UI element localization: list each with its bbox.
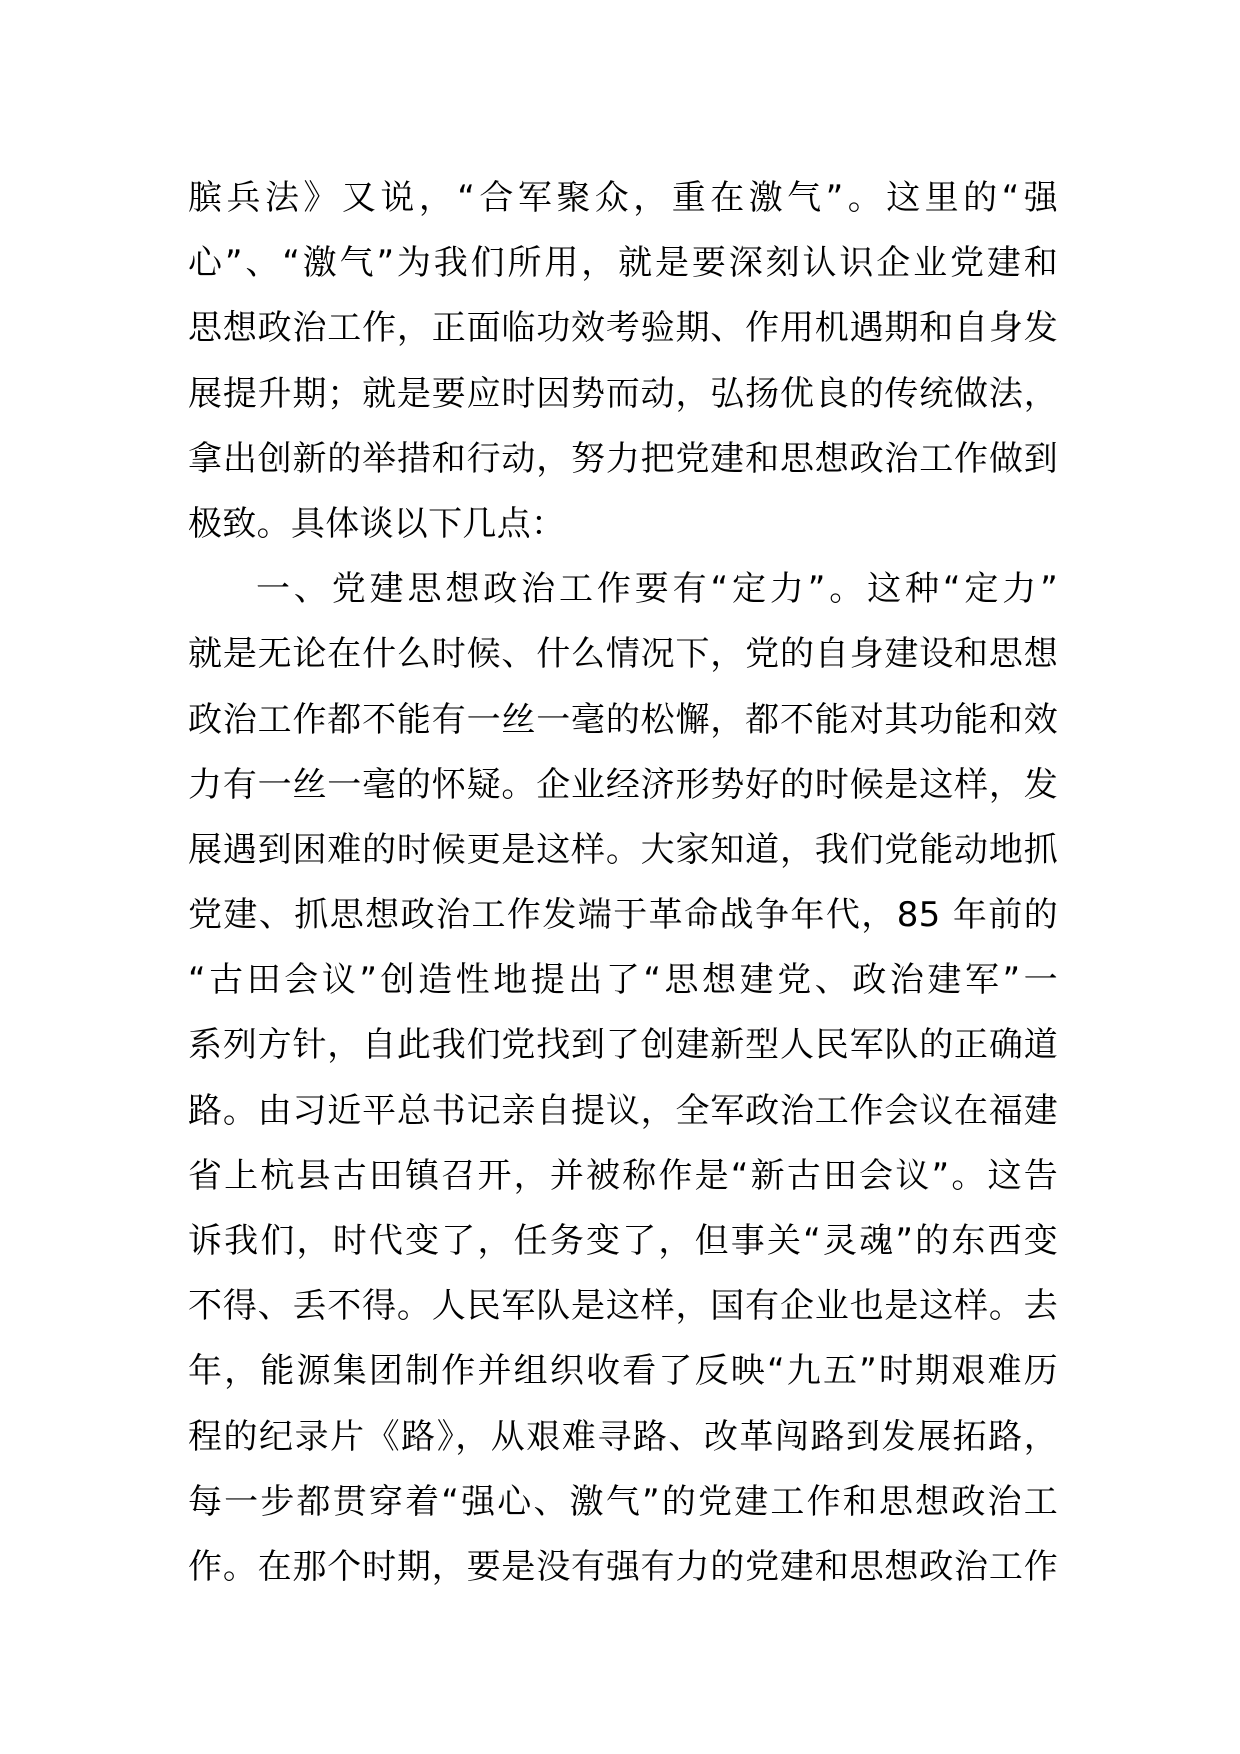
text-line: 心”、“激气”为我们所用，就是要深刻认识企业党建和 [188, 243, 1058, 284]
paragraph-heading-line: 一、党建思想政治工作要有“定力”。这种“定力” [256, 569, 1058, 610]
text-line: 路。由习近平总书记亲自提议，全军政治工作会议在福建 [188, 1090, 1058, 1131]
text-line: 系列方针，自此我们党找到了创建新型人民军队的正确道 [188, 1025, 1058, 1066]
text-line: 极致。具体谈以下几点： [188, 503, 566, 544]
text-line: 党建、抓思想政治工作发端于革命战争年代，85 年前的 [188, 895, 1058, 936]
text-line: 作。在那个时期，要是没有强有力的党建和思想政治工作 [188, 1546, 1058, 1587]
text-line: 省上杭县古田镇召开，并被称作是“新古田会议”。这告 [188, 1155, 1058, 1196]
text-line: 诉我们，时代变了，任务变了，但事关“灵魂”的东西变 [188, 1221, 1058, 1261]
text-line: 年，能源集团制作并组织收看了反映“九五”时期艰难历 [188, 1351, 1058, 1392]
text-line: 就是无论在什么时候、什么情况下，党的自身建设和思想 [188, 634, 1058, 675]
text-line: 政治工作都不能有一丝一毫的松懈，都不能对其功能和效 [188, 699, 1058, 740]
text-line: 展遇到困难的时候更是这样。大家知道，我们党能动地抓 [188, 829, 1058, 870]
text-line: 每一步都贯穿着“强心、激气”的党建工作和思想政治工 [188, 1481, 1058, 1522]
text-line: 膑兵法》又说，“合军聚众，重在激气”。这里的“强 [188, 178, 1058, 218]
body-text [188, 166, 1058, 1600]
text-line: 展提升期；就是要应时因势而动，弘扬优良的传统做法， [188, 373, 1058, 414]
text-line: 思想政治工作，正面临功效考验期、作用机遇期和自身发 [188, 308, 1058, 349]
text-line: 程的纪录片《路》，从艰难寻路、改革闯路到发展拓路， [188, 1416, 1058, 1457]
text-line: 力有一丝一毫的怀疑。企业经济形势好的时候是这样，发 [188, 764, 1058, 805]
text-line: “古田会议”创造性地提出了“思想建党、政治建军”一 [188, 960, 1058, 1001]
text-line: 拿出创新的举措和行动，努力把党建和思想政治工作做到 [188, 438, 1058, 479]
text-line: 不得、丢不得。人民军队是这样，国有企业也是这样。去 [188, 1286, 1058, 1327]
